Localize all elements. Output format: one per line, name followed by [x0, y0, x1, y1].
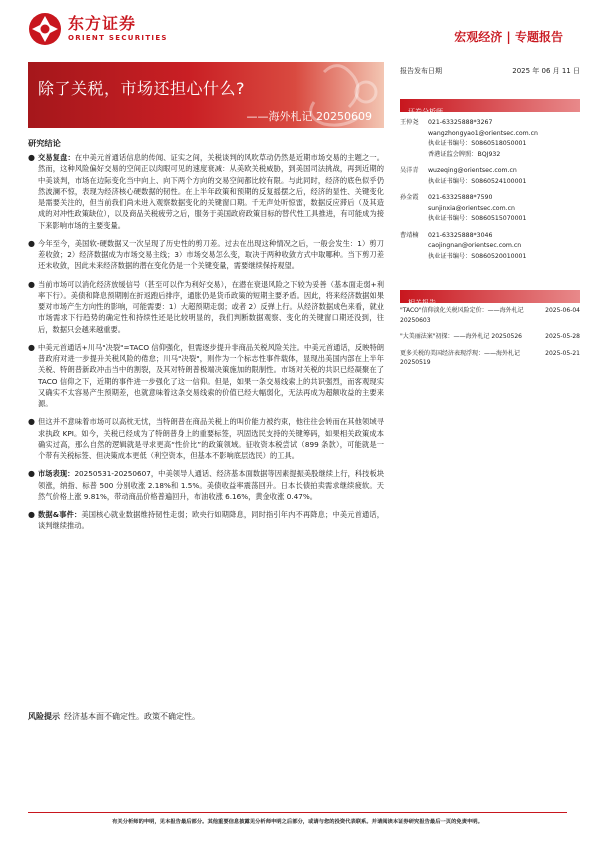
analyst-email[interactable]: caojingnan@orientsec.com.cn	[428, 242, 522, 249]
conclusion-paragraph	[28, 152, 384, 231]
paragraph-text: 美国核心就业数据维持韧性走弱；欧央行如期降息，同时指引年内不再降息；中美元首通话，谈判继续推动。	[38, 510, 384, 531]
analyst-license: 执业证书编号：S0860520010001	[428, 252, 527, 260]
related-report-title[interactable]: "大美丽法案"初探：——海外札记 20250526	[400, 333, 522, 340]
footer-disclaimer: 有关分析师的申明，见本报告最后部分。其他重要信息披露见分析师申明之后部分，或请与您的投资代表联系。并请阅读本证券研究报告最后一页的免责申明。	[112, 819, 483, 825]
bullet-icon: ●	[28, 153, 35, 162]
related-report-date: 2025-05-28	[545, 333, 580, 340]
publish-date-value: 2025 年 06 月 11 日	[512, 67, 580, 75]
publish-date-label: 报告发布日期	[400, 67, 442, 75]
analyst-name: 曹靖楠	[400, 231, 419, 239]
paragraph-lead: 市场表现：	[38, 469, 75, 479]
analyst-entry	[400, 231, 580, 263]
analyst-name: 孙金霞	[400, 194, 419, 201]
risk-text: 经济基本面不确定性。政策不确定性。	[64, 712, 200, 721]
section-title: 研究结论	[28, 138, 61, 148]
bullet-icon: ●	[28, 510, 35, 519]
paragraph-text: 但这并不意味着市场可以高枕无忧，当特朗普在商品关税上的叫价能力被约束，他往往会转而在其他领域寻求执政 KPI。如今，关税已经成为了特朗普身上的重要标签，巩固选民支持的关键筹码，如果相关政策成本确实过高，那么自然的逻辑就是寻求更高“性价比”的政策领域。征收资本税尝试（899 条款），可能就是一个带有关税标签、但决策成本更低（利空资本，但基本不影响底层选民）的工具。	[38, 417, 384, 460]
related-report-title[interactable]: 更多关税的美国经济表现浮现：——海外札记 20250519	[400, 349, 521, 366]
analyst-entry	[400, 166, 580, 187]
report-title: 除了关税，市场还担心什么?	[38, 79, 245, 98]
related-reports-list	[400, 306, 580, 375]
related-reports-header	[400, 290, 580, 307]
title-banner	[28, 62, 384, 128]
analyst-list	[400, 118, 580, 268]
analyst-phone: 021-63325888*7590	[428, 194, 493, 201]
conclusion-paragraph	[28, 509, 384, 532]
analyst-email[interactable]: sunjinxia@orientsec.com.cn	[428, 204, 515, 212]
analyst-phone: 021-63325888*3046	[428, 231, 493, 239]
analyst-phone: 021-63325888*3267	[428, 119, 493, 126]
analysts-header-label: 证券分析师	[408, 108, 443, 116]
analyst-entry	[400, 193, 580, 225]
conclusion-paragraph	[28, 238, 384, 272]
related-report-title[interactable]: "TACO"信仰淡化关税风险定价：——海外札记 20250603	[400, 307, 524, 324]
conclusion-paragraph	[28, 416, 384, 461]
analyst-hk-license: 香港证监会牌照：BQJ932	[428, 150, 501, 158]
paragraph-text: 当前市场可以消化经济放缓信号（甚至可以作为利好交易），在潜在衰退风险之下较为妥善（基本面走弱+利率下行）。美债和降息预期刚在折返跑后排序，通胀仍是货币政策的短期主要矛盾。因此，将来经济数据如果要对市场产生方向性的影响，可能需要：1）大超预期走弱；或者 2）反弹上行。从经济数据成色来看，就业市场需求下行趋势的确定性和持续性还是比较明显的，我们判断数据观察、变化的关键窗口期还没到，往后，数据只会越来越重要。	[38, 279, 384, 334]
analyst-entry	[400, 118, 580, 160]
paragraph-text: 在中美元首通话信息的传闻、证实之间，关税谈判的风吹草动仍然是近期市场交易的主题之一。然而，这种风险偏好交易的空间正以肉眼可见的速度衰减：从美欧关税威胁，到美国司法挑战，再到近期的中美谈判，市场在边际变化当中向上、向下两个方向的交易空间都比较有限。与此同时，经济的底色似乎仍然波澜不惊，表现为经济核心硬数据的韧性。在上半年政策和预期的反复摇摆之后，经济的显性、关键变化是需要关注的，但当前我们尚未进入观察数据变化的关键窗口期。千无声处听惊雷，数据反应滞后（及其造成的对冲性政策缺位），以及商品关税疲劳之后，服务于美国政府政策目标的替代性工具推进，有可能成为接下来影响市场的主要变量。	[38, 153, 384, 230]
analyst-email[interactable]: wuzeqing@orientsec.com.cn	[428, 167, 517, 174]
paragraph-lead: 数据&事件：	[38, 510, 82, 519]
report-type: 宏观经济 | 专题报告	[454, 30, 563, 44]
company-name-en: ORIENT SECURITIES	[68, 34, 168, 42]
paragraph-text: 20250531-20250607，中美领导人通话、经济基本面数据等因素提振美股继续上行，科技板块领涨，纳指、标普 500 分别收涨 2.18%和 1.5%。美债收益率震荡回升。日本长债拍卖需求继续疲软。天然气价格上涨 9.81%，带动商品价格普遍回升，布油收涨 6.16%，黄金收涨 0.47%。	[38, 469, 384, 501]
paragraph-lead: 交易复盘：	[38, 153, 75, 162]
conclusion-paragraph	[28, 279, 384, 335]
conclusion-paragraph	[28, 468, 384, 502]
analyst-name: 王仲尧	[400, 119, 419, 126]
footer-divider	[28, 812, 567, 813]
analyst-license: 执业证书编号：S0860524100001	[428, 177, 527, 185]
orient-logo-icon	[28, 12, 62, 46]
conclusion-paragraph	[28, 342, 384, 410]
related-report-date: 2025-06-04	[545, 307, 580, 314]
paragraph-text: 今年至今，美国软-硬数据又一次呈现了历史性的剪刀差。过去在出现这种情况之后，一般会发生：1）剪刀差收敛；2）经济数据成为市场交易主线；3）市场交易怎么变，取决于两种收敛方式中取哪种。当下剪刀差还未收敛，因此未来经济数据的潜在变化仍是一个关键变量，需要继续保持观望。	[38, 238, 384, 271]
report-subtitle: ——海外札记 20250609	[246, 110, 372, 123]
company-logo	[28, 12, 168, 46]
bullet-icon: ●	[28, 342, 35, 352]
related-report-date: 2025-05-21	[545, 349, 580, 357]
analysts-header	[400, 99, 580, 116]
related-report-item[interactable]	[400, 349, 580, 368]
bullet-icon: ●	[28, 279, 35, 289]
company-name-cn: 东方证券	[68, 14, 137, 33]
research-conclusions	[28, 138, 384, 539]
analyst-email[interactable]: wangzhongyao1@orientsec.com.cn	[428, 129, 538, 137]
related-report-item[interactable]	[400, 306, 580, 325]
related-reports-header-label: 相关报告	[408, 299, 436, 307]
analyst-license: 执业证书编号：S0860518050001	[428, 140, 527, 147]
bullet-icon: ●	[28, 238, 35, 248]
risk-label: 风险提示	[28, 712, 60, 721]
paragraph-text: 中美元首通话+川马"决裂"=TACO 信仰强化，但需逐步提升非商品关税风险关注。中美元首通话，反映特朗普政府对进一步提升关税风险的倦怠；川马"决裂"，则作为一个标志性事件载体，显现出美国内部在上半年关税、特朗普新政冲击当中的割裂，及其对特朗普极端决策施加的限制性。市场对关税的共识已经凝聚在了 TACO 信仰之下，近期的事件进一步强化了这一信仰。但是，如果一条交易线索上的共识强烈，而客观现实又确实不太容易产生预期差，也就意味着这条交易线索的价值已经大幅弱化，无法再成为超额收益的主要来源。	[38, 342, 384, 408]
analyst-name: 吴洋青	[400, 167, 419, 174]
analyst-license: 执业证书编号：S0860515070001	[428, 215, 527, 222]
bullet-icon: ●	[28, 469, 35, 479]
bullet-icon: ●	[28, 417, 35, 427]
publish-date-row	[400, 66, 580, 76]
risk-warning	[28, 711, 200, 722]
related-report-item[interactable]	[400, 332, 580, 342]
